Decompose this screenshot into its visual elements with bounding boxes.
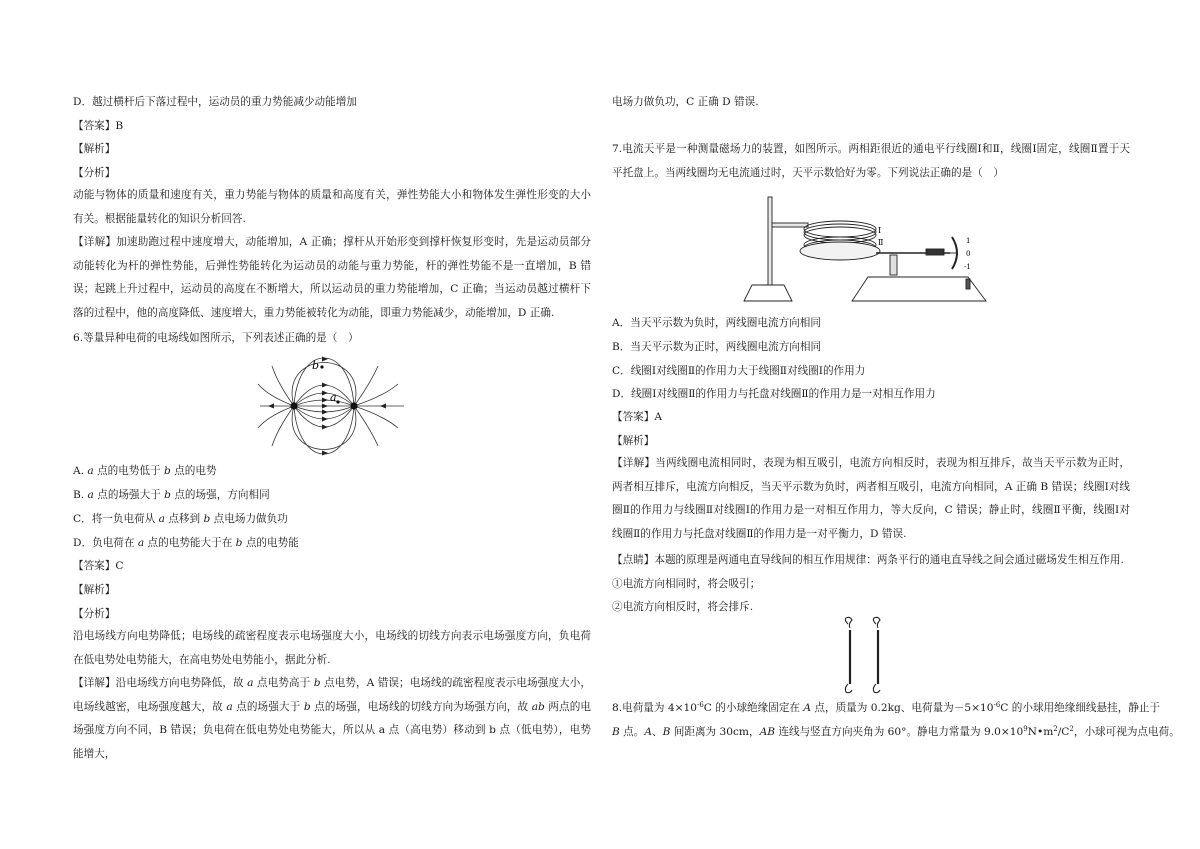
balance-tray xyxy=(800,242,880,260)
negative-charge xyxy=(350,402,357,409)
stand-arm xyxy=(772,223,808,227)
stand-post xyxy=(768,197,772,285)
wire-1-top-coil xyxy=(845,617,852,628)
wire-1-bottom-coil xyxy=(845,684,852,693)
q7-answer: 【答案】A xyxy=(612,411,663,423)
q6-option-a: A. a 点的电势低于 b 点的电势 xyxy=(73,465,217,477)
q8-stem-line-1: 8.电荷量为 $4\times 10^{-6}C$ 的小球绝缘固定在 A 点，质量为 0.2kg、电荷量为$-5\times 10^{-6}C$ 的小球用绝缘细线悬挂，静止于 xyxy=(612,701,1161,714)
q5-detail: 【详解】加速助跑过程中速度增大，动能增加，A 正确；撑杆从开始形变到撑杆恢复形变时，先是运动员部分动能转化为杆的弹性势能，后弹性势能转化为运动员的动能与重力势能，杆的弹性势能不是一直增加，B 错误；起跳上升过程中，运动员的高度在不断增大，所以运动员的重力势能增加，C 正确；当运动员越过横杆下落的过程中，他的高度降低、速度增大，重力势能被转化为动能，即重力势能减少，动能增加，D 正确. xyxy=(73,236,591,319)
coil-1-label: Ⅰ xyxy=(878,226,882,235)
counterweight xyxy=(926,249,944,255)
coil-2-label: Ⅱ xyxy=(878,238,884,247)
q7-option-a: A．当天平示数为负时，两线圈电流方向相同 xyxy=(612,317,821,329)
q8-stem-line-2: B 点。A、B 间距离为 30cm，AB 连线与竖直方向夹角为 60°。静电力常量为 $9.0\times 10^9N•m^2/C^2$，小球可视为点电荷。 xyxy=(612,725,1180,738)
q6-stem: 6.等量异种电荷的电场线如图所示，下列表述正确的是（ ） xyxy=(73,332,359,344)
q6-conclusion: 电场力做负功，C 正确 D 错误. xyxy=(612,96,759,108)
figure-label-a: a xyxy=(330,391,337,404)
q5-answer: 【答案】B xyxy=(73,120,124,132)
q7-stem: 7.电流天平是一种测量磁场力的装置，如图所示。两相距很近的通电平行线圈Ⅰ和Ⅱ，线圈Ⅰ固定，线圈Ⅱ置于天平托盘上。当两线圈均无电流通过时，天平示数恰好为零。下列说法正确的是（ ） xyxy=(612,143,1130,179)
q7-rule-1: ①电流方向相同时，将会吸引； xyxy=(612,578,761,590)
q7-rule-2: ②电流方向相反时，将会排斥. xyxy=(612,601,754,613)
point-b-dot xyxy=(320,365,323,368)
q7-dianjing: 【点睛】本题的原理是两通电直导线间的相互作用规律：两条平行的通电直导线之间会通过磁场发生相互作用. xyxy=(612,554,1124,566)
q6-option-b: B. a 点的场强大于 b 点的场强，方向相同 xyxy=(73,489,270,501)
q6-detail: 【详解】沿电场线方向电势降低，故 a 点电势高于 b 点电势，A 错误；电场线的疏密程度表示电场强度大小，电场线越密，电场强度越大，故 a 点的场强大于 b 点的场强，电场线的切线方向为场强方向，故 ab 两点的电场强度方向不同，B 错误；负电荷在低电势处电势能大，所以从 a 点（高电势）移动到 b 点（低电势），电势能增大， xyxy=(73,677,591,760)
q5-jiexi-heading: 【解析】 xyxy=(73,143,116,155)
q5-fenxi-heading: 【分析】 xyxy=(73,167,116,179)
q5-analysis: 动能与物体的质量和速度有关，重力势能与物体的质量和高度有关，弹性势能大小和物体发生弹性形变的大小有关。根据能量转化的知识分析回答. xyxy=(73,189,591,225)
q7-option-d: D．线圈Ⅰ对线圈Ⅱ的作用力与托盘对线圈Ⅱ的作用力是一对相互作用力 xyxy=(612,388,936,400)
q7-jiexi-heading: 【解析】 xyxy=(612,435,655,447)
q6-answer: 【答案】C xyxy=(73,560,124,572)
figure-label-b: b xyxy=(312,359,320,372)
q6-option-d: D．负电荷在 a 点的电势能大于在 b 点的电势能 xyxy=(73,537,299,549)
q7-option-b: B．当天平示数为正时，两线圈电流方向相同 xyxy=(612,341,822,353)
positive-charge xyxy=(290,402,297,409)
q6-jiexi-heading: 【解析】 xyxy=(73,584,116,596)
q5-option-d: D．越过横杆后下落过程中，运动员的重力势能减少动能增加 xyxy=(73,96,357,108)
electric-field-lines-figure xyxy=(258,354,418,450)
q6-option-c: C．将一负电荷从 a 点移到 b 点电场力做负功 xyxy=(73,513,288,525)
point-a-dot xyxy=(336,400,339,403)
q7-detail: 【详解】当两线圈电流相同时，表现为相互吸引，电流方向相反时，表现为相互排斥，故当天平示数为正时，两者相互排斥，电流方向相反，当天平示数为负时，两者相互吸引，电流方向相同，A 正确 B 错误；线圈Ⅰ对线圈Ⅱ的作用力与线圈Ⅱ对线圈Ⅰ的作用力是一对相互作用力，等大反向，C 错误；静止时，线圈Ⅱ平衡，线圈Ⅰ对线圈Ⅱ的作用力与托盘对线圈Ⅱ的作用力是一对平衡力，D 错误. xyxy=(612,457,1130,540)
q6-analysis: 沿电场线方向电势降低；电场线的疏密程度表示电场强度大小，电场线的切线方向表示电场强度方向，负电荷在低电势处电势能大，在高电势处电势能小，据此分析. xyxy=(73,630,591,666)
scale-label-zero: 0 xyxy=(966,250,971,258)
wire-2-bottom-coil xyxy=(873,684,880,693)
scale-post xyxy=(966,279,970,289)
wire-2-top-coil xyxy=(873,617,880,628)
q7-option-c: C．线圈Ⅰ对线圈Ⅱ的作用力大于线圈Ⅱ对线圈Ⅰ的作用力 xyxy=(612,365,866,377)
stand-base xyxy=(744,285,792,301)
scale-label-positive: 1 xyxy=(966,237,971,245)
parallel-wires-figure xyxy=(840,618,888,698)
pivot-support xyxy=(890,255,897,275)
scale-label-negative: -1 xyxy=(964,263,971,271)
q6-fenxi-heading: 【分析】 xyxy=(73,608,116,620)
current-balance-figure xyxy=(740,193,1000,305)
